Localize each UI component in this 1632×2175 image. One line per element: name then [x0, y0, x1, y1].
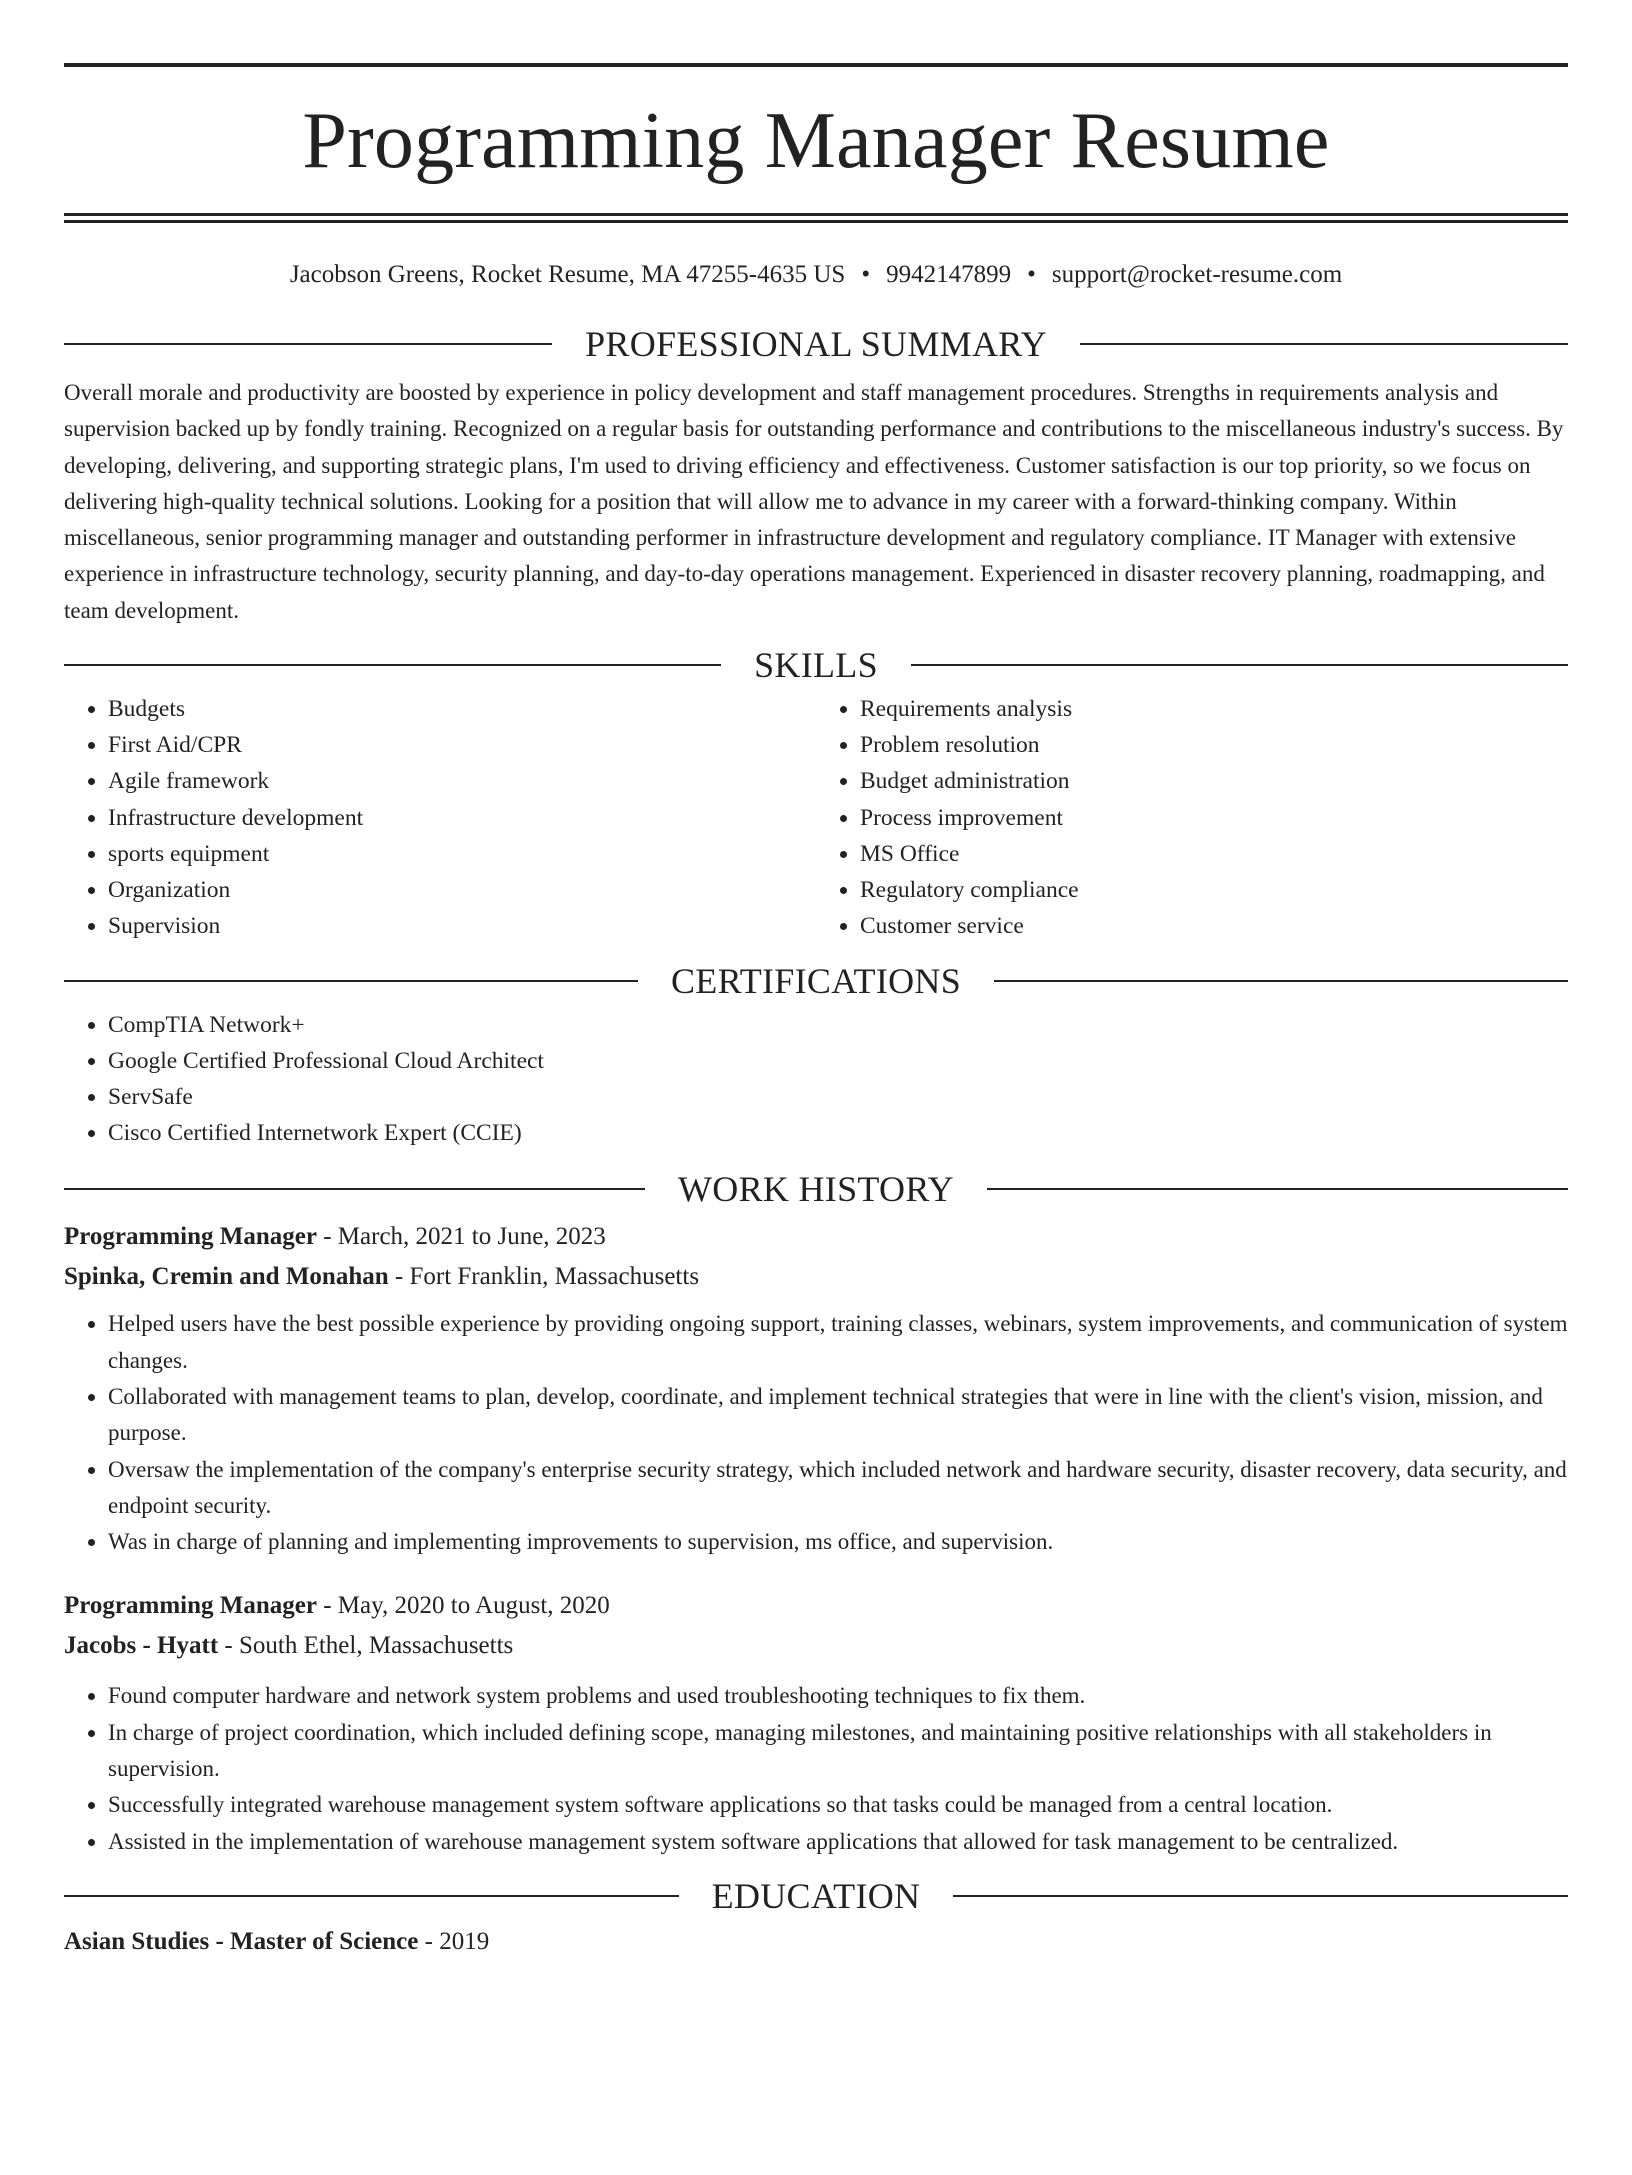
- certification-item: • CompTIA Network+: [108, 1007, 1568, 1043]
- heading-rule: [64, 664, 721, 666]
- skill-item: • Customer service: [860, 908, 1568, 944]
- job-dates: - March, 2021 to June, 2023: [316, 1223, 606, 1251]
- top-rule: [64, 63, 1568, 67]
- job-company: Spinka, Cremin and Monahan: [64, 1263, 389, 1291]
- section-heading-education: [64, 1876, 1568, 1916]
- job-entry: [64, 1217, 1568, 1560]
- resume-title: Programming Manager Resume: [302, 97, 1330, 185]
- contact-separator: •: [861, 261, 871, 288]
- skill-item: • sports equipment: [108, 836, 816, 872]
- section-heading-work-history: [64, 1169, 1568, 1209]
- section-title: SKILLS: [754, 645, 878, 686]
- job-title: Programming Manager: [64, 1592, 317, 1620]
- job-entry: [64, 1586, 1568, 1859]
- contact-email: support@rocket-resume.com: [1051, 261, 1343, 288]
- job-company-line: [64, 1257, 1568, 1297]
- job-company: Jacobs - Hyatt: [64, 1632, 219, 1660]
- job-bullet: • Found computer hardware and network system problems and used troubleshooting techniques to fix them.: [108, 1678, 1568, 1714]
- education-year: - 2019: [418, 1927, 490, 1955]
- job-location: - South Ethel, Massachusetts: [218, 1632, 514, 1660]
- job-bullet: • Oversaw the implementation of the company's enterprise security strategy, which included network and hardware security, disaster recovery, data security, and endpoint security.: [108, 1452, 1568, 1525]
- job-bullet: • Helped users have the best possible experience by providing ongoing support, training classes, webinars, system improvements, and communication of system changes.: [108, 1306, 1568, 1379]
- contact-phone: 9942147899: [886, 261, 1012, 288]
- heading-rule: [64, 1188, 645, 1190]
- certification-item: • ServSafe: [108, 1079, 1568, 1115]
- job-bullet: • Assisted in the implementation of warehouse management system software applications that allowed for task management to be centralized.: [108, 1824, 1568, 1860]
- job-title-line: [64, 1217, 1568, 1257]
- heading-rule: [987, 1188, 1568, 1190]
- job-company-line: [64, 1626, 1568, 1666]
- heading-rule: [953, 1895, 1568, 1897]
- education-degree: Asian Studies - Master of Science: [64, 1927, 419, 1955]
- skill-item: • Organization: [108, 872, 816, 908]
- section-title: CERTIFICATIONS: [670, 960, 962, 1001]
- job-bullet: • Was in charge of planning and implementing improvements to supervision, ms office, and supervision.: [108, 1524, 1568, 1560]
- skill-item: • Agile framework: [108, 763, 816, 799]
- skill-item: • Supervision: [108, 908, 816, 944]
- title-double-rule: [64, 213, 1568, 223]
- heading-rule: [64, 343, 552, 345]
- job-bullet: • Successfully integrated warehouse management system software applications so that tasks could be managed from a central location.: [108, 1787, 1568, 1823]
- job-location: - Fort Franklin, Massachusetts: [388, 1263, 700, 1291]
- section-heading-summary: [64, 324, 1568, 364]
- contact-address: Jacobson Greens, Rocket Resume, MA 47255-4635 US: [289, 261, 846, 288]
- skill-item: • Budget administration: [860, 763, 1568, 799]
- skill-item: • Infrastructure development: [108, 800, 816, 836]
- contact-separator: •: [1027, 261, 1036, 288]
- job-bullets: [64, 1306, 1568, 1560]
- skills-column-right: [816, 691, 1568, 944]
- section-heading-skills: [64, 645, 1568, 685]
- job-title: Programming Manager: [64, 1223, 317, 1251]
- certification-item: • Google Certified Professional Cloud Architect: [108, 1043, 1568, 1079]
- skills-list: [64, 691, 1568, 944]
- skill-item: • Budgets: [108, 691, 816, 727]
- certifications-list: [64, 1007, 1568, 1152]
- resume-page: [0, 63, 1632, 2175]
- section-heading-certifications: [64, 961, 1568, 1001]
- job-bullets: [64, 1678, 1568, 1859]
- section-title: WORK HISTORY: [678, 1169, 954, 1210]
- skill-item: • MS Office: [860, 836, 1568, 872]
- education-entry: [64, 1922, 1568, 1962]
- heading-rule: [994, 980, 1568, 982]
- skill-item: • Problem resolution: [860, 727, 1568, 763]
- job-dates: - May, 2020 to August, 2020: [316, 1592, 610, 1620]
- contact-line: [64, 260, 1568, 290]
- certification-item: • Cisco Certified Internetwork Expert (CCIE): [108, 1115, 1568, 1151]
- section-title: EDUCATION: [711, 1875, 921, 1916]
- skill-item: • Requirements analysis: [860, 691, 1568, 727]
- summary-paragraph: Overall morale and productivity are boosted by experience in policy development and staff management procedures. Strengths in requirements analysis and supervision backed up by fondly training. Recognized on a regular basis for outstanding performance and contributions to the miscellaneous industry's success. By developing, delivering, and supporting strategic plans, I'm used to driving efficiency and effectiveness. Customer satisfaction is our top priority, so we focus on delivering high-quality technical solutions. Looking for a position that will allow me to advance in my career with a forward-thinking company. Within miscellaneous, senior programming manager and outstanding performer in infrastructure development and regulatory compliance. IT Manager with extensive experience in infrastructure technology, security planning, and day-to-day operations management. Experienced in disaster recovery planning, roadmapping, and team development.: [64, 380, 1564, 623]
- heading-rule: [64, 980, 638, 982]
- job-bullet: • In charge of project coordination, which included defining scope, managing milestones, and maintaining positive relationships with all stakeholders in supervision.: [108, 1715, 1568, 1788]
- section-title: PROFESSIONAL SUMMARY: [585, 324, 1047, 364]
- heading-rule: [911, 664, 1568, 666]
- skill-item: • Process improvement: [860, 800, 1568, 836]
- heading-rule: [64, 1895, 679, 1897]
- job-title-line: [64, 1586, 1568, 1626]
- skills-column-left: [64, 691, 816, 944]
- skill-item: • First Aid/CPR: [108, 727, 816, 763]
- skill-item: • Regulatory compliance: [860, 872, 1568, 908]
- heading-rule: [1080, 343, 1568, 345]
- job-bullet: • Collaborated with management teams to plan, develop, coordinate, and implement technical strategies that were in line with the client's vision, mission, and purpose.: [108, 1379, 1568, 1452]
